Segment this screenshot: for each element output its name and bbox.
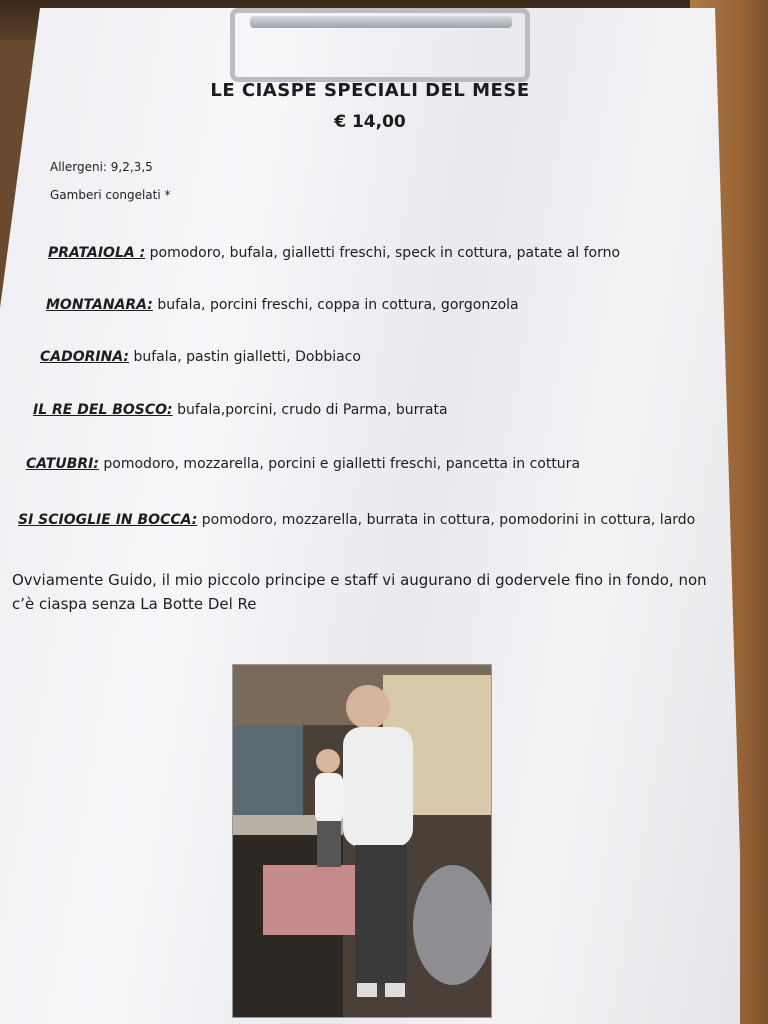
item-description: bufala,porcini, crudo di Parma, burrata xyxy=(172,402,448,418)
item-description: pomodoro, mozzarella, porcini e gialletti freschi, pancetta in cottura xyxy=(98,456,581,472)
closing-note: Ovviamente Guido, il mio piccolo principe e staff vi augurano di godervele fino in fondo, non c’è ciaspa senza La Botte Del Re xyxy=(12,571,707,613)
item-description: bufala, pastin gialletti, Dobbiaco xyxy=(129,349,361,365)
item-name: IL RE DEL BOSCO: xyxy=(33,402,173,418)
item-description: pomodoro, bufala, gialletti freschi, speck in cottura, patate al forno xyxy=(145,245,621,261)
menu-item xyxy=(40,349,361,365)
item-name: MONTANARA: xyxy=(46,297,153,313)
allergens-note: Allergeni: 9,2,3,5 xyxy=(50,160,153,174)
staff-photo xyxy=(232,664,492,1018)
staff-photo-illustration xyxy=(233,665,491,1017)
item-description: pomodoro, mozzarella, burrata in cottura, pomodorini in cottura, lardo xyxy=(197,512,696,528)
item-name: CATUBRI: xyxy=(26,456,99,472)
menu-title: LE CIASPE SPECIALI DEL MESE xyxy=(210,80,530,101)
menu-item xyxy=(26,456,580,472)
clipboard-clip-bar xyxy=(250,16,512,28)
menu-price: € 14,00 xyxy=(334,112,406,132)
item-name: CADORINA: xyxy=(40,349,130,365)
menu-item xyxy=(33,402,448,418)
item-name: SI SCIOGLIE IN BOCCA: xyxy=(18,512,198,528)
frozen-note: Gamberi congelati * xyxy=(50,188,171,202)
menu-item xyxy=(48,245,620,261)
menu-item xyxy=(18,510,718,531)
item-name: PRATAIOLA : xyxy=(48,245,146,261)
menu-item xyxy=(46,297,519,313)
item-description: bufala, porcini freschi, coppa in cottura, gorgonzola xyxy=(152,297,519,313)
